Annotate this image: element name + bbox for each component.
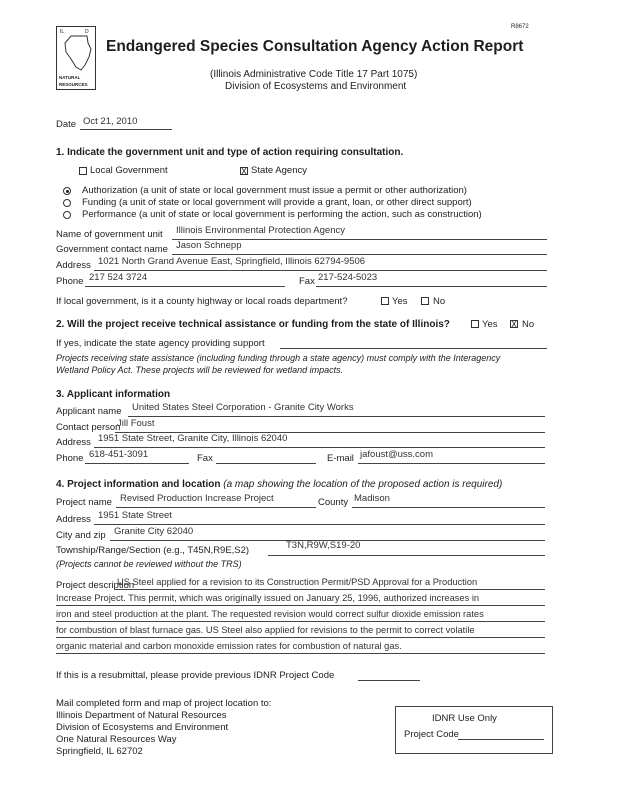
project-description-label: Project description	[56, 580, 135, 591]
section4-heading-block	[56, 479, 502, 490]
trs-field[interactable]: T3N,R9W,S19-20	[286, 540, 361, 551]
applicant-phone-line	[85, 463, 189, 464]
logo-name-line1: NATURAL	[59, 75, 81, 80]
project-name-label: Project name	[56, 497, 112, 508]
section3-heading: 3. Applicant information	[56, 389, 171, 400]
road-department-yes-checkbox[interactable]	[381, 297, 389, 305]
state-agency-label: State Agency	[251, 165, 307, 176]
description-line-2	[56, 605, 545, 606]
authorization-label: Authorization (a unit of state or local government must issue a permit or other authorization)	[82, 185, 467, 196]
gov-contact-field[interactable]: Jason Schnepp	[176, 240, 242, 251]
authorization-radio[interactable]	[63, 187, 71, 195]
state-assistance-no-checkbox[interactable]	[510, 320, 518, 328]
resubmittal-code-line	[358, 680, 420, 681]
funding-label: Funding (a unit of state or local government will provide a grant, loan, or other direct support)	[82, 197, 472, 208]
description-line-4	[56, 637, 545, 638]
applicant-contact-label: Contact person	[56, 422, 121, 433]
applicant-email-field[interactable]: jafoust@uss.com	[360, 449, 434, 460]
project-description-text-2[interactable]: Increase Project. This permit, which was originally issued on January 25, 1996, authorized increases in	[56, 593, 480, 603]
road-department-no-label: No	[433, 296, 446, 307]
applicant-name-label: Applicant name	[56, 406, 122, 417]
form-subtitle-division: Division of Ecosystems and Environment	[225, 81, 407, 92]
form-title: Endangered Species Consultation Agency Action Report	[106, 38, 524, 55]
project-address-line	[94, 524, 545, 525]
county-line	[352, 507, 545, 508]
mail-line-street: One Natural Resources Way	[56, 734, 177, 745]
mail-line-city: Springfield, IL 62702	[56, 746, 143, 757]
local-government-label: Local Government	[90, 165, 168, 176]
applicant-address-line	[94, 447, 545, 448]
county-label: County	[318, 497, 349, 508]
gov-address-line	[94, 270, 547, 271]
gov-fax-field[interactable]: 217-524-5023	[318, 272, 378, 283]
gov-unit-field[interactable]: Illinois Environmental Protection Agency	[176, 225, 345, 236]
state-agency-checkbox[interactable]	[240, 167, 248, 175]
project-description-text-3[interactable]: iron and steel production at the plant. The requested revision would correct sulfur dioxide emission rates	[56, 609, 484, 619]
wetland-note-line1: Projects receiving state assistance (including funding through a state agency) must comply with the Interagency	[56, 353, 501, 363]
state-assistance-no-check-mark: X	[511, 320, 517, 329]
road-department-no-checkbox[interactable]	[421, 297, 429, 305]
form-code: R8672	[511, 24, 529, 30]
project-name-line	[116, 507, 316, 508]
gov-fax-label: Fax	[299, 276, 315, 287]
section4-heading: 4. Project information and location	[56, 479, 221, 490]
city-zip-label: City and zip	[56, 530, 106, 541]
idnr-use-only-box	[395, 706, 553, 754]
gov-unit-label: Name of government unit	[56, 229, 163, 240]
performance-radio[interactable]	[63, 211, 71, 219]
date-field[interactable]: Oct 21, 2010	[83, 116, 138, 127]
applicant-email-label: E-mail	[327, 453, 354, 464]
logo-text-left: IL	[60, 29, 65, 35]
form-subtitle-code: (Illinois Administrative Code Title 17 Part 1075)	[210, 69, 418, 80]
gov-phone-label: Phone	[56, 276, 84, 287]
applicant-address-field[interactable]: 1951 State Street, Granite City, Illinois 62040	[98, 433, 288, 444]
section2-heading: 2. Will the project receive technical assistance or funding from the state of Illinois?	[56, 319, 450, 330]
mail-line-division: Division of Ecosystems and Environment	[56, 722, 229, 733]
gov-contact-label: Government contact name	[56, 244, 168, 255]
logo-name-line2: RESOURCES	[59, 82, 88, 87]
applicant-contact-field[interactable]: Jill Foust	[117, 418, 155, 429]
applicant-address-label: Address	[56, 437, 91, 448]
logo-text-right: D	[85, 29, 89, 35]
section1-heading: 1. Indicate the government unit and type of action requiring consultation.	[56, 147, 404, 158]
idnr-logo	[56, 26, 96, 90]
applicant-fax-line	[216, 463, 316, 464]
state-agency-support-label: If yes, indicate the state agency providing support	[56, 338, 265, 349]
gov-phone-field[interactable]: 217 524 3724	[89, 272, 148, 283]
state-agency-support-line	[280, 348, 547, 349]
applicant-email-line	[358, 463, 545, 464]
city-zip-field[interactable]: Granite City 62040	[114, 526, 194, 537]
description-line-3	[56, 621, 545, 622]
applicant-phone-label: Phone	[56, 453, 84, 464]
trs-line	[268, 555, 545, 556]
trs-note: (Projects cannot be reviewed without the TRS)	[56, 559, 242, 569]
project-code-line	[458, 739, 544, 740]
resubmittal-label: If this is a resubmittal, please provide previous IDNR Project Code	[56, 670, 335, 681]
road-department-question: If local government, is it a county highway or local roads department?	[56, 296, 348, 307]
illinois-state-outline-icon	[59, 35, 93, 71]
state-assistance-no-label: No	[522, 319, 535, 330]
project-description-text-5[interactable]: organic material and carbon monoxide emission rates for combustion of natural gas.	[56, 641, 402, 651]
applicant-phone-field[interactable]: 618-451-3091	[89, 449, 149, 460]
trs-label: Township/Range/Section (e.g., T45N,R9E,S2)	[56, 545, 250, 556]
description-line-1	[115, 589, 545, 590]
county-field[interactable]: Madison	[354, 493, 390, 504]
state-assistance-yes-checkbox[interactable]	[471, 320, 479, 328]
state-assistance-yes-label: Yes	[482, 319, 498, 330]
gov-contact-line	[172, 254, 547, 255]
gov-phone-line	[85, 286, 285, 287]
date-label: Date	[56, 119, 77, 130]
project-code-label: Project Code	[404, 729, 459, 740]
date-line	[80, 129, 172, 130]
road-department-yes-label: Yes	[392, 296, 408, 307]
project-address-label: Address	[56, 514, 91, 525]
wetland-note-line2: Wetland Policy Act. These projects will be reviewed for wetland impacts.	[56, 365, 344, 375]
mail-line-department: Illinois Department of Natural Resources	[56, 710, 227, 721]
local-government-checkbox[interactable]	[79, 167, 87, 175]
project-name-field[interactable]: Revised Production Increase Project	[120, 493, 274, 504]
section4-heading-note: (a map showing the location of the proposed action is required)	[223, 479, 503, 490]
performance-label: Performance (a unit of state or local government is performing the action, such as construction)	[82, 209, 482, 220]
project-description-text-1[interactable]: US Steel applied for a revision to its Construction Permit/PSD Approval for a Production	[117, 577, 478, 587]
gov-address-field[interactable]: 1021 North Grand Avenue East, Springfield, Illinois 62794-9506	[98, 256, 366, 267]
applicant-name-field[interactable]: United States Steel Corporation - Granite City Works	[132, 402, 354, 413]
gov-address-label: Address	[56, 260, 91, 271]
gov-fax-line	[316, 286, 547, 287]
project-description-text-4[interactable]: for combustion of blast furnace gas. US Steel also applied for revisions to the permit to correct volatile	[56, 625, 475, 635]
project-address-field[interactable]: 1951 State Street	[98, 510, 172, 521]
idnr-use-only-title: IDNR Use Only	[432, 713, 497, 724]
description-line-5	[56, 653, 545, 654]
applicant-fax-label: Fax	[197, 453, 213, 464]
applicant-name-line	[128, 416, 545, 417]
mail-instructions: Mail completed form and map of project location to:	[56, 698, 272, 709]
state-agency-check-mark: X	[241, 167, 247, 176]
funding-radio[interactable]	[63, 199, 71, 207]
